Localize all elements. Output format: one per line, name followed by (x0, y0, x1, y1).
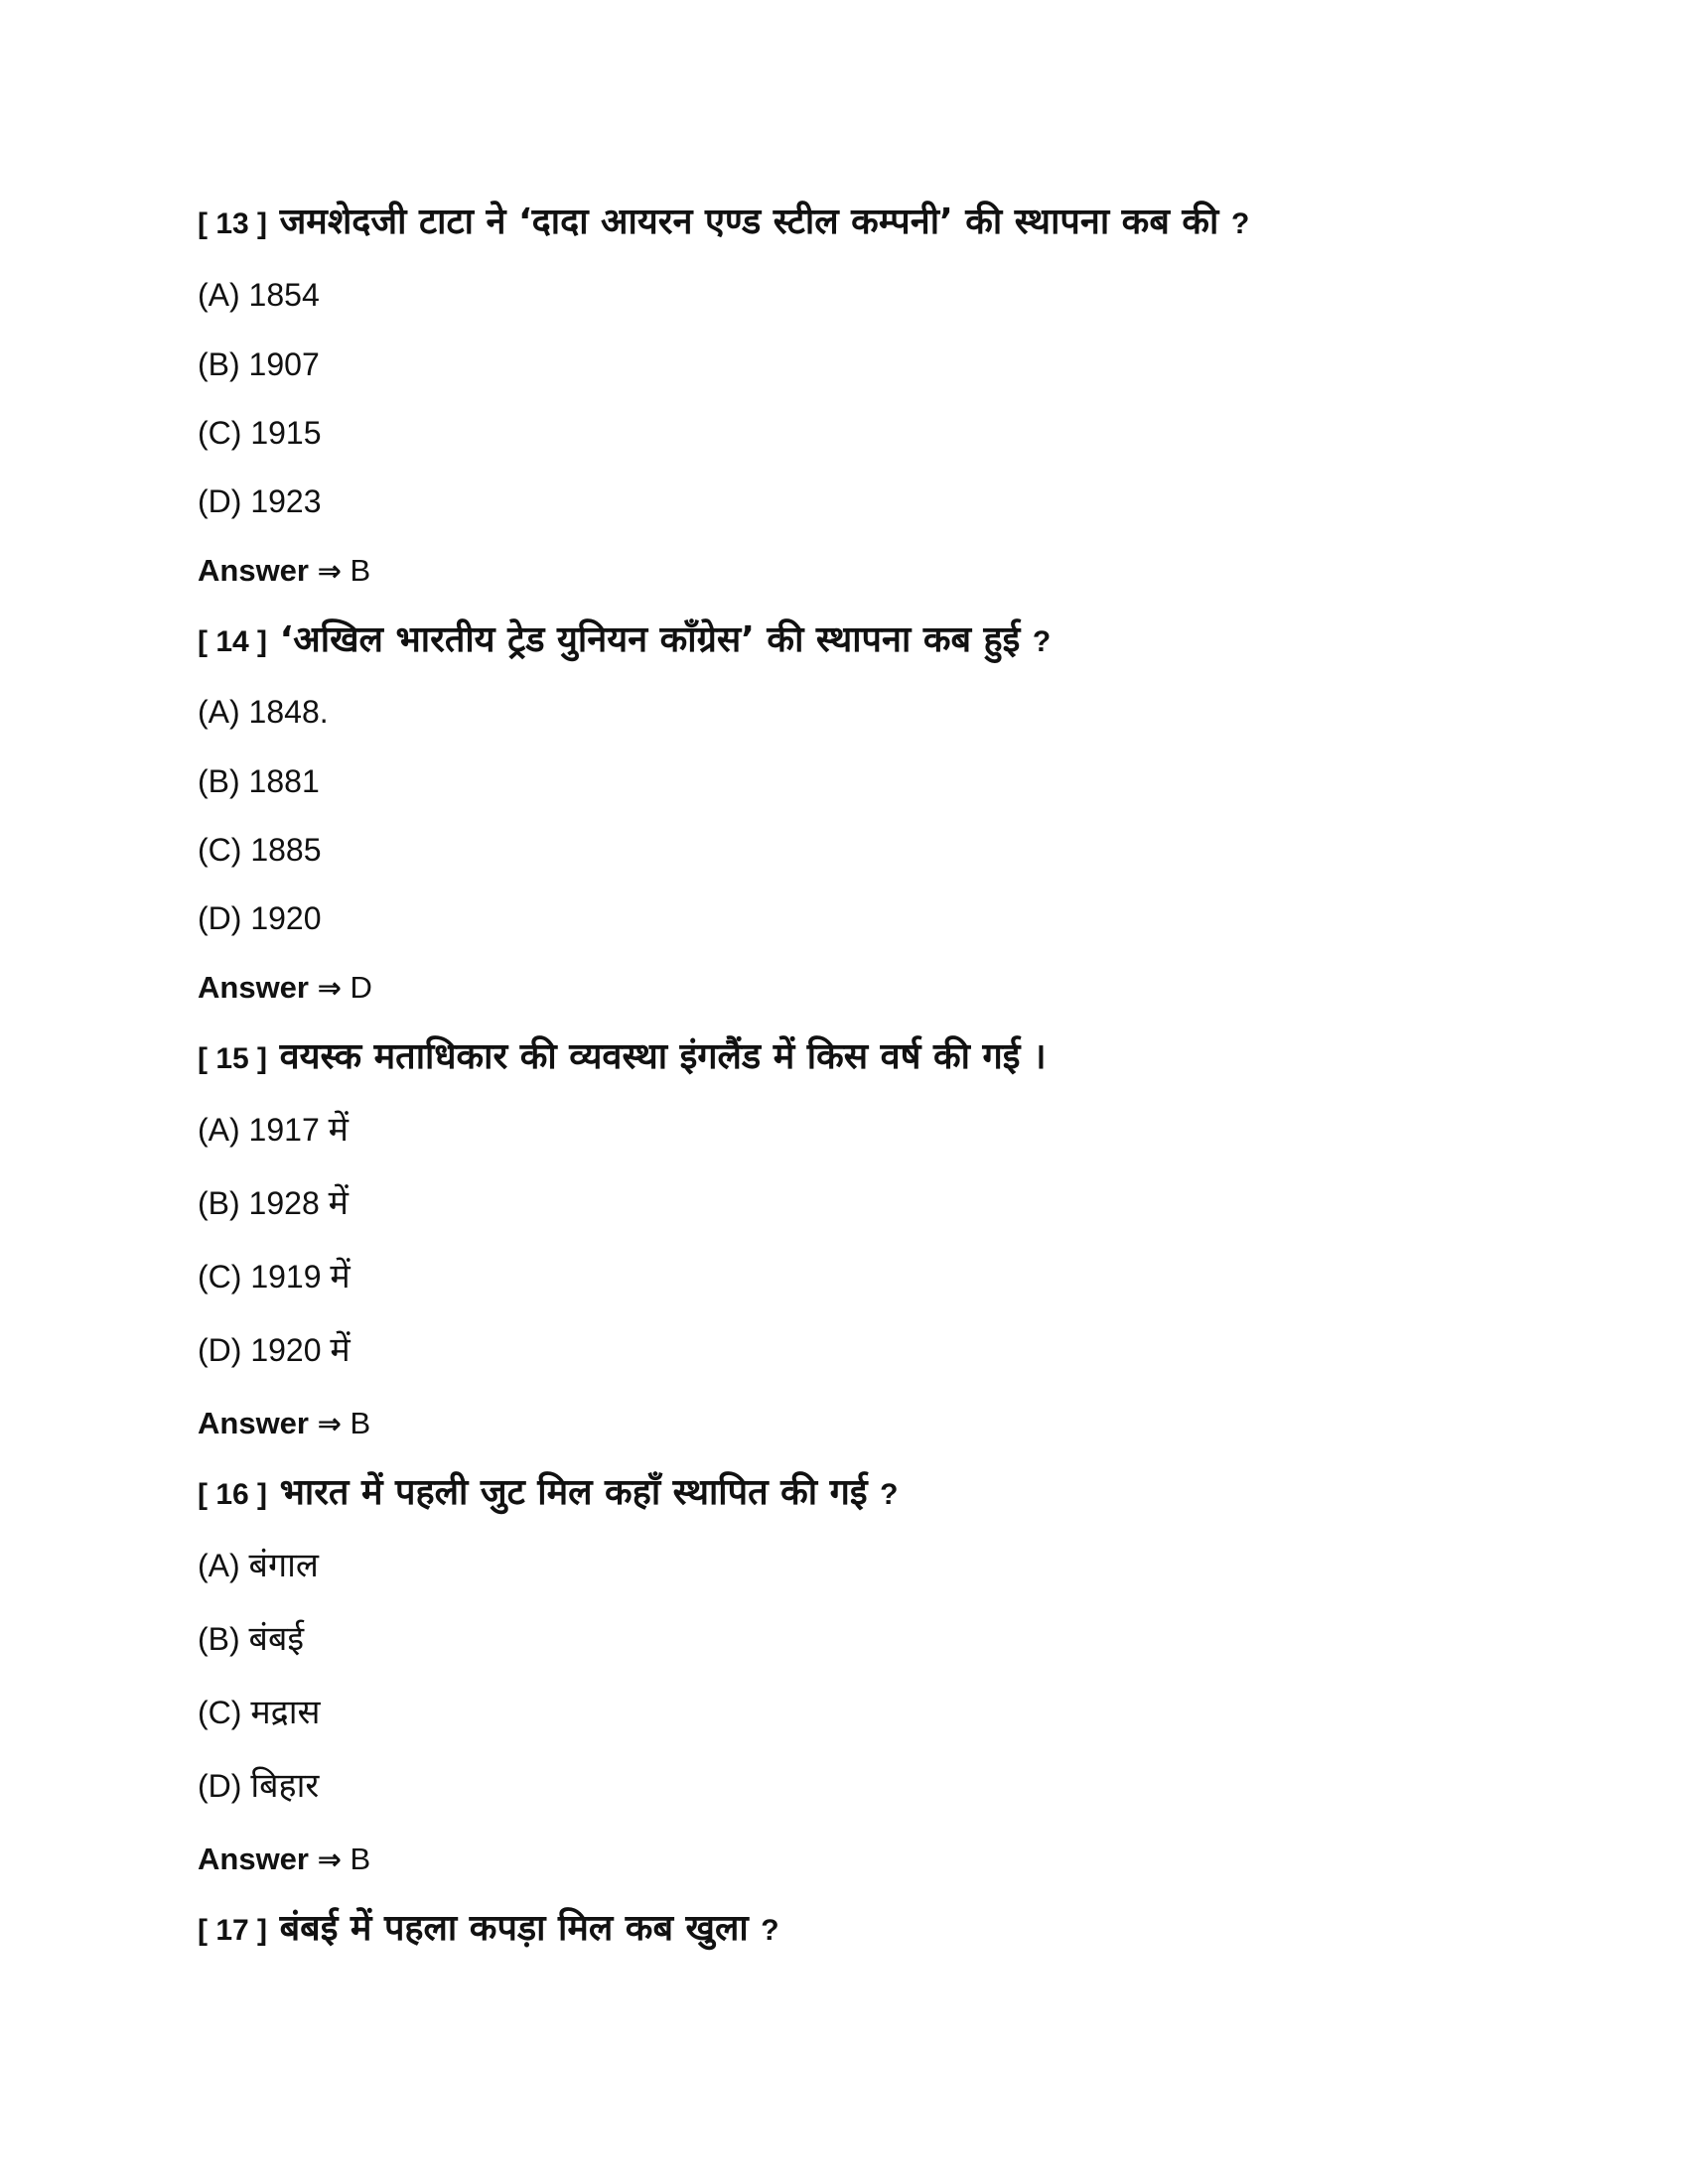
question-text: बंबई में पहला कपड़ा मिल कब खुला (279, 1908, 749, 1949)
answer-line (198, 555, 370, 586)
question-mark: ? (761, 1914, 779, 1947)
option-label: (A) (198, 277, 240, 313)
option-label: (D) (198, 900, 242, 936)
option-value: 1881 (248, 763, 320, 799)
option-a (198, 1546, 319, 1585)
option-label: (B) (198, 1185, 240, 1221)
option-value: 1917 (248, 1112, 320, 1148)
option-value: 1923 (250, 483, 322, 519)
option-value: बंबई (248, 1619, 305, 1659)
option-value: 1920 (250, 900, 322, 936)
question-number: [ 13 ] (198, 207, 268, 240)
option-d (198, 902, 322, 934)
option-c (198, 834, 322, 866)
option-value: 1915 (250, 415, 322, 451)
option-label: (C) (198, 415, 242, 451)
option-b (198, 765, 320, 797)
answer-line (198, 972, 372, 1003)
option-suffix: में (330, 1330, 351, 1370)
option-label: (C) (198, 832, 242, 868)
question-17 (198, 1908, 779, 1949)
option-a (198, 696, 329, 728)
answer-line (198, 1843, 370, 1874)
option-value: 1907 (248, 346, 320, 382)
question-number: [ 16 ] (198, 1478, 268, 1511)
question-mark: ? (1032, 625, 1052, 658)
option-b (198, 1183, 349, 1223)
option-value: 1885 (250, 832, 322, 868)
option-label: (C) (198, 1259, 242, 1295)
option-suffix: में (328, 1183, 349, 1223)
option-label: (A) (198, 1112, 240, 1148)
answer-arrow-icon: ⇒ (317, 1843, 342, 1876)
option-d (198, 485, 322, 517)
option-label: (B) (198, 346, 240, 382)
answer-label: Answer (198, 1406, 309, 1440)
option-c (198, 1257, 351, 1297)
option-c (198, 1693, 321, 1732)
question-text: ‘अखिल भारतीय ट्रेड युनियन काँग्रेस’ की स्थापना कब हुई (279, 619, 1021, 660)
question-16 (198, 1472, 899, 1513)
question-15 (198, 1036, 1047, 1077)
option-label: (D) (198, 1768, 242, 1804)
option-d (198, 1766, 320, 1806)
option-value: 1919 (250, 1259, 322, 1295)
question-number: [ 14 ] (198, 625, 268, 658)
option-b (198, 348, 320, 380)
answer-label: Answer (198, 970, 309, 1005)
answer-line (198, 1408, 370, 1438)
question-number: [ 15 ] (198, 1042, 268, 1075)
answer-value: D (350, 970, 372, 1005)
option-suffix: में (328, 1110, 349, 1150)
answer-arrow-icon: ⇒ (317, 1407, 342, 1440)
question-mark: ? (1230, 207, 1250, 240)
option-label: (D) (198, 483, 242, 519)
answer-value: B (350, 1406, 371, 1440)
option-value: मद्रास (250, 1693, 321, 1732)
option-label: (C) (198, 1695, 242, 1730)
option-c (198, 417, 322, 449)
option-value: 1928 (248, 1185, 320, 1221)
option-d (198, 1330, 351, 1370)
option-a (198, 279, 320, 311)
question-number: [ 17 ] (198, 1914, 268, 1947)
question-text: वयस्क मताधिकार की व्यवस्था इंगलैंड में किस वर्ष की गई । (279, 1036, 1047, 1077)
option-label: (D) (198, 1332, 242, 1368)
option-label: (A) (198, 694, 240, 730)
option-value: 1920 (250, 1332, 322, 1368)
question-mark: ? (880, 1478, 899, 1511)
option-label: (B) (198, 763, 240, 799)
option-value: 1848. (248, 694, 329, 730)
option-label: (B) (198, 1621, 240, 1657)
answer-label: Answer (198, 553, 309, 588)
option-value: 1854 (248, 277, 320, 313)
option-value: बिहार (250, 1766, 320, 1806)
answer-value: B (350, 553, 371, 588)
option-suffix: में (330, 1257, 351, 1297)
answer-value: B (350, 1842, 371, 1876)
option-label: (A) (198, 1548, 240, 1583)
answer-arrow-icon: ⇒ (317, 971, 342, 1005)
question-13 (198, 202, 1250, 242)
option-a (198, 1110, 349, 1150)
question-text: भारत में पहली जुट मिल कहाँ स्थापित की गई (279, 1472, 868, 1513)
question-14 (198, 619, 1052, 660)
question-text: जमशेदजी टाटा ने ‘दादा आयरन एण्ड स्टील कम्पनी’ की स्थापना कब की (279, 202, 1219, 242)
option-b (198, 1619, 305, 1659)
answer-label: Answer (198, 1842, 309, 1876)
answer-arrow-icon: ⇒ (317, 554, 342, 588)
option-value: बंगाल (248, 1546, 319, 1585)
